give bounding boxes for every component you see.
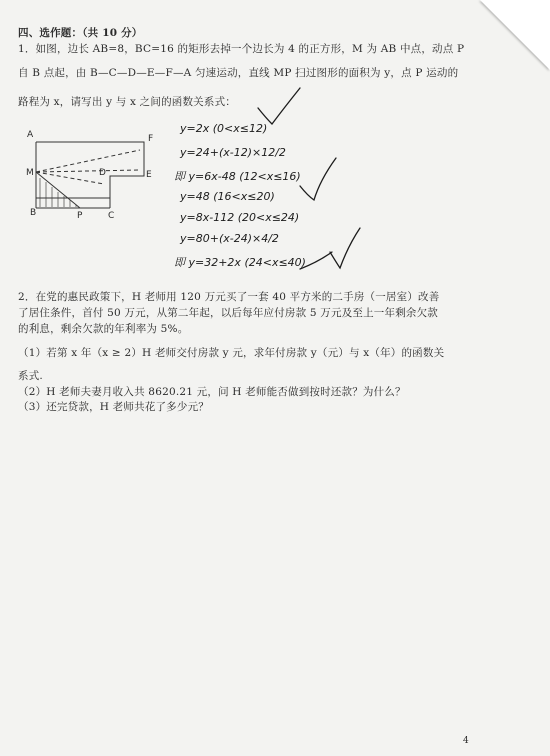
label-b: B [30,208,37,218]
shaded-region [40,178,76,207]
answer-line-4: y=48 (16<x≤20) [180,190,275,203]
page-number: 4 [463,736,469,746]
check-mark-3 [330,228,360,268]
question-2-line-3: 的利息，剩余欠款的年利率为 5%。 [18,323,189,335]
question-1-line-3: 路程为 x，请写出 y 与 x 之间的函数关系式： [18,96,236,108]
question-2-part-1-line-2: 系式. [18,370,43,382]
question-2-line-1: 2．在党的惠民政策下，H 老师用 120 万元买了一套 40 平方米的二手房（一居室）改善 [18,291,440,303]
answer-line-5: y=8x-112 (20<x≤24) [180,211,300,224]
label-p: P [77,211,83,221]
dashed-line-1 [36,150,140,172]
answer-line-1: y=2x (0<x≤12) [180,122,268,135]
label-m: M [26,168,34,178]
label-c: C [108,211,115,221]
label-e: E [146,170,152,180]
label-a: A [27,130,34,140]
answer-line-7: 即 y=32+2x (24<x≤40) [174,256,306,269]
section-title: 四、选作题：（共 10 分） [18,27,143,39]
answer-line-2: y=24+(x-12)×12/2 [180,146,286,159]
question-2-part-2: （2）H 老师夫妻月收入共 8620.21 元，问 H 老师能否做到按时还款？为什么？ [18,386,406,398]
question-2-part-1-line-1: （1）若第 x 年（x ≥ 2）H 老师交付房款 y 元，求年付房款 y（元）与 x（年）的函数关 [18,347,445,359]
question-1-line-2: 自 B 点起，由 B—C—D—E—F—A 匀速运动，直线 MP 扫过图形的面积为 y，点 P 运动的 [18,67,459,79]
dashed-line-2 [36,170,140,172]
question-1-line-1: 1．如图，边长 AB=8，BC=16 的矩形去掉一个边长为 4 的正方形，M 为 AB 中点，动点 P [18,43,465,55]
check-mark-2 [300,158,336,200]
question-2-line-2: 了居住条件，首付 50 万元，从第二年起，以后每年应付房款 5 万元及至上一年剩余欠款 [18,307,438,319]
check-mark-1 [258,88,300,124]
question-2-part-3: （3）还完贷款，H 老师共花了多少元？ [18,401,209,413]
answer-line-6: y=80+(x-24)×4/2 [180,232,279,245]
label-f: F [148,134,154,144]
label-d: D [99,168,106,178]
answer-line-3: 即 y=6x-48 (12<x≤16) [174,170,301,183]
